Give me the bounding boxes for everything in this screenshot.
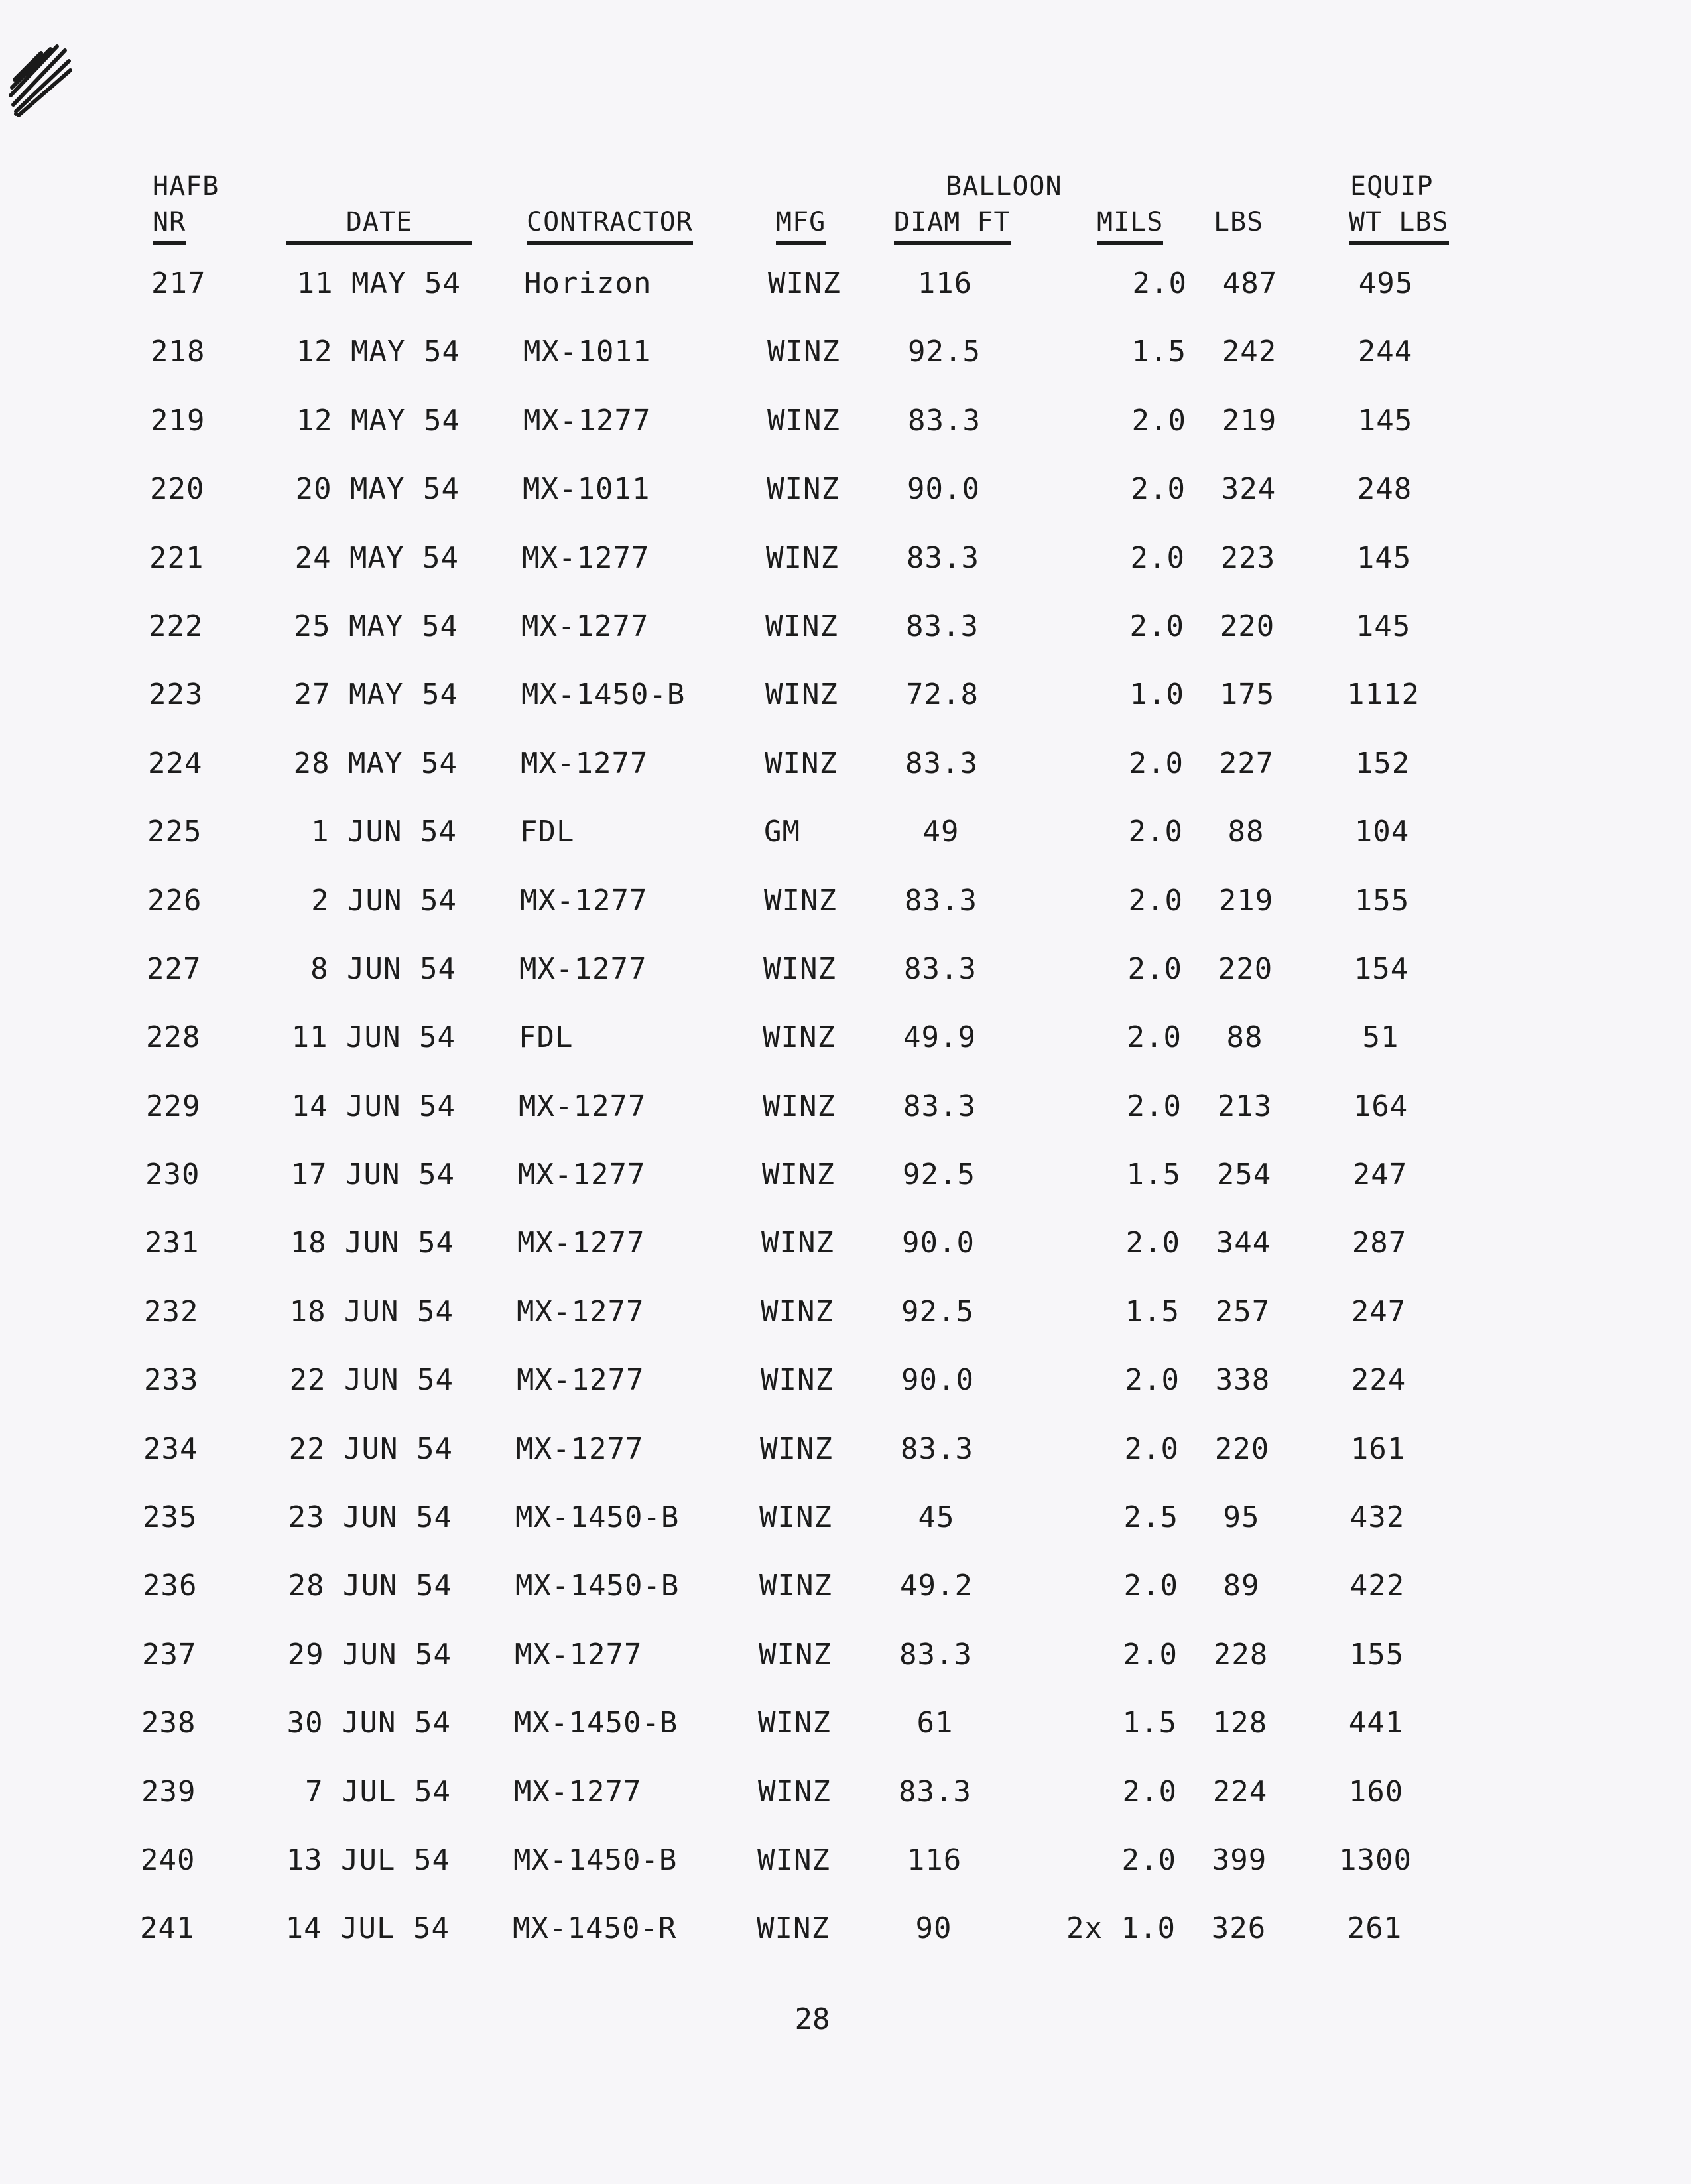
cell-hafb-nr: 238 — [141, 1706, 196, 1740]
cell-lbs: 88 — [1226, 1020, 1263, 1055]
cell-lbs: 220 — [1220, 609, 1275, 643]
cell-mils: 2.0 — [1128, 815, 1183, 849]
cell-mfg: WINZ — [765, 746, 838, 780]
header-hafb-line1: HAFB — [153, 171, 219, 202]
cell-mfg: WINZ — [764, 883, 837, 918]
cell-equip-wt-lbs: 155 — [1349, 1637, 1405, 1671]
cell-mils: 2.0 — [1129, 609, 1184, 643]
cell-mfg: WINZ — [757, 1843, 830, 1877]
cell-lbs: 219 — [1218, 883, 1274, 918]
cell-equip-wt-lbs: 160 — [1348, 1774, 1404, 1809]
cell-contractor: MX-1277 — [515, 1637, 643, 1671]
header-mils: MILS — [1097, 207, 1163, 245]
cell-mils: 2.0 — [1129, 746, 1184, 780]
cell-mfg: WINZ — [763, 1020, 836, 1055]
cell-contractor: FDL — [519, 1020, 574, 1055]
cell-diam-ft: 83.3 — [905, 746, 978, 780]
cell-mils: 2.0 — [1131, 472, 1186, 507]
cell-mils: 1.5 — [1126, 1158, 1181, 1192]
cell-contractor: MX-1450-R — [513, 1911, 677, 1946]
header-hafb-nr: NR — [153, 207, 186, 245]
cell-contractor: MX-1450-B — [515, 1500, 680, 1535]
cell-date: 20 MAY 54 — [295, 472, 460, 507]
cell-diam-ft: 83.3 — [901, 1431, 973, 1466]
cell-diam-ft: 83.3 — [905, 883, 977, 918]
cell-lbs: 220 — [1214, 1431, 1270, 1466]
table-row — [127, 1158, 1485, 1226]
header-balloon-group: BALLOON — [946, 171, 1062, 202]
cell-diam-ft: 61 — [916, 1706, 954, 1740]
cell-mfg: WINZ — [761, 1294, 834, 1329]
cell-mfg: WINZ — [765, 678, 838, 712]
cell-lbs: 175 — [1220, 678, 1275, 712]
cell-date: 27 MAY 54 — [294, 678, 458, 712]
cell-mils: 2.0 — [1125, 1363, 1180, 1398]
cell-mils: 2.0 — [1123, 1637, 1178, 1671]
cell-mils: 1.0 — [1129, 678, 1184, 712]
table-body — [133, 267, 1485, 1980]
cell-lbs: 95 — [1223, 1500, 1260, 1535]
table-row — [122, 1843, 1485, 1911]
cell-mfg: WINZ — [761, 1363, 834, 1398]
cell-contractor: MX-1011 — [523, 472, 651, 507]
cell-contractor: MX-1277 — [520, 883, 648, 918]
cell-diam-ft: 83.3 — [903, 1089, 976, 1123]
cell-lbs: 487 — [1222, 267, 1278, 300]
header-diam-ft: DIAM FT — [894, 207, 1011, 245]
cell-hafb-nr: 233 — [144, 1363, 199, 1398]
table-row — [123, 1706, 1485, 1774]
cell-lbs: 219 — [1221, 403, 1277, 438]
cell-mils: 2x 1.0 — [1066, 1911, 1176, 1946]
page-number: 28 — [794, 2002, 830, 2036]
cell-mfg: GM — [764, 815, 800, 849]
cell-lbs: 220 — [1218, 951, 1273, 986]
cell-date: 11 JUN 54 — [291, 1020, 456, 1055]
table-row — [125, 1432, 1485, 1500]
cell-equip-wt-lbs: 155 — [1354, 883, 1410, 918]
cell-hafb-nr: 226 — [147, 883, 202, 918]
header-lbs: LBS — [1214, 207, 1264, 237]
cell-mils: 2.5 — [1123, 1500, 1178, 1535]
cell-contractor: MX-1450-B — [514, 1706, 678, 1740]
cell-lbs: 89 — [1223, 1569, 1260, 1603]
scan-mark-icon — [4, 27, 77, 119]
cell-contractor: MX-1277 — [517, 1363, 645, 1398]
cell-date: 28 MAY 54 — [293, 746, 458, 780]
cell-mils: 2.0 — [1127, 1020, 1182, 1055]
cell-hafb-nr: 240 — [141, 1843, 196, 1877]
cell-contractor: MX-1277 — [516, 1431, 644, 1466]
cell-diam-ft: 83.3 — [904, 951, 977, 986]
cell-mfg: WINZ — [767, 472, 840, 507]
cell-diam-ft: 83.3 — [906, 609, 979, 643]
cell-equip-wt-lbs: 1300 — [1339, 1843, 1412, 1877]
cell-diam-ft: 49 — [922, 815, 960, 849]
header-equip-line1: EQUIP — [1350, 171, 1434, 202]
table-row — [123, 1775, 1485, 1843]
cell-equip-wt-lbs: 51 — [1362, 1020, 1399, 1055]
table-row — [127, 1089, 1485, 1158]
cell-diam-ft: 92.5 — [901, 1294, 974, 1329]
cell-mfg: WINZ — [766, 540, 839, 575]
cell-equip-wt-lbs: 422 — [1349, 1569, 1405, 1603]
cell-equip-wt-lbs: 224 — [1351, 1363, 1407, 1398]
table-row — [130, 609, 1485, 678]
cell-date: 29 JUN 54 — [287, 1637, 452, 1671]
cell-hafb-nr: 241 — [140, 1911, 195, 1946]
cell-mils: 2.0 — [1132, 267, 1187, 300]
cell-date: 13 JUL 54 — [286, 1843, 450, 1877]
cell-diam-ft: 116 — [917, 267, 973, 300]
cell-lbs: 213 — [1217, 1089, 1273, 1123]
cell-equip-wt-lbs: 244 — [1357, 335, 1413, 369]
cell-date: 24 MAY 54 — [294, 540, 459, 575]
cell-mfg: WINZ — [767, 335, 840, 369]
cell-mfg: WINZ — [759, 1569, 832, 1603]
cell-hafb-nr: 234 — [143, 1431, 198, 1466]
cell-mils: 1.5 — [1125, 1294, 1180, 1329]
cell-date: 30 JUN 54 — [286, 1706, 451, 1740]
cell-mfg: WINZ — [762, 1158, 835, 1192]
cell-lbs: 228 — [1213, 1637, 1269, 1671]
cell-date: 18 JUN 54 — [289, 1294, 454, 1329]
cell-mfg: WINZ — [757, 1911, 830, 1946]
cell-lbs: 324 — [1221, 472, 1277, 507]
cell-equip-wt-lbs: 1112 — [1347, 678, 1420, 712]
cell-equip-wt-lbs: 432 — [1349, 1500, 1405, 1535]
cell-hafb-nr: 218 — [151, 335, 206, 369]
cell-equip-wt-lbs: 152 — [1355, 746, 1410, 780]
cell-mfg: WINZ — [763, 1089, 836, 1123]
cell-equip-wt-lbs: 261 — [1347, 1911, 1403, 1946]
cell-lbs: 326 — [1211, 1911, 1267, 1946]
cell-hafb-nr: 236 — [143, 1569, 198, 1603]
cell-mfg: WINZ — [765, 609, 838, 643]
cell-equip-wt-lbs: 287 — [1351, 1226, 1407, 1260]
table-row — [129, 747, 1485, 815]
cell-lbs: 257 — [1215, 1294, 1271, 1329]
cell-mils: 2.0 — [1122, 1774, 1177, 1809]
table-row — [129, 815, 1485, 883]
cell-hafb-nr: 230 — [145, 1158, 200, 1192]
cell-contractor: MX-1277 — [518, 1158, 646, 1192]
cell-date: 8 JUN 54 — [310, 951, 456, 986]
cell-contractor: MX-1277 — [523, 403, 651, 438]
table-row — [123, 1638, 1485, 1706]
balloon-flight-table — [133, 171, 1485, 1980]
cell-mfg: WINZ — [759, 1500, 832, 1535]
cell-contractor: MX-1277 — [514, 1774, 642, 1809]
cell-date: 25 MAY 54 — [294, 609, 458, 643]
table-row — [132, 335, 1485, 403]
header-mfg: MFG — [776, 207, 826, 245]
cell-mils: 2.0 — [1125, 1226, 1180, 1260]
cell-contractor: MX-1277 — [517, 1294, 645, 1329]
cell-hafb-nr: 229 — [146, 1089, 201, 1123]
cell-hafb-nr: 227 — [147, 951, 202, 986]
cell-date: 1 JUN 54 — [311, 815, 457, 849]
cell-mils: 2.0 — [1127, 951, 1182, 986]
cell-hafb-nr: 223 — [149, 678, 204, 712]
header-date: DATE — [286, 207, 472, 245]
cell-hafb-nr: 228 — [146, 1020, 201, 1055]
cell-mfg: WINZ — [768, 267, 841, 300]
cell-contractor: MX-1450-B — [521, 678, 686, 712]
cell-hafb-nr: 219 — [151, 403, 206, 438]
cell-mils: 2.0 — [1130, 540, 1185, 575]
cell-mfg: WINZ — [758, 1774, 831, 1809]
cell-date: 7 JUL 54 — [305, 1774, 451, 1809]
cell-contractor: MX-1011 — [523, 335, 651, 369]
cell-diam-ft: 90.0 — [902, 1226, 975, 1260]
cell-diam-ft: 90.0 — [901, 1363, 974, 1398]
cell-equip-wt-lbs: 247 — [1351, 1294, 1407, 1329]
cell-hafb-nr: 217 — [151, 267, 206, 300]
cell-hafb-nr: 221 — [149, 540, 204, 575]
cell-date: 14 JUN 54 — [291, 1089, 456, 1123]
cell-diam-ft: 72.8 — [906, 678, 979, 712]
cell-equip-wt-lbs: 247 — [1352, 1158, 1408, 1192]
table-row — [130, 678, 1485, 746]
cell-equip-wt-lbs: 164 — [1353, 1089, 1409, 1123]
cell-mils: 2.0 — [1124, 1431, 1179, 1466]
cell-lbs: 338 — [1215, 1363, 1271, 1398]
table-row — [125, 1295, 1485, 1363]
cell-diam-ft: 49.2 — [900, 1569, 973, 1603]
table-row — [127, 1020, 1485, 1089]
cell-date: 18 JUN 54 — [290, 1226, 454, 1260]
cell-hafb-nr: 222 — [149, 609, 204, 643]
cell-contractor: MX-1277 — [519, 1089, 647, 1123]
cell-date: 2 JUN 54 — [311, 883, 457, 918]
cell-date: 14 JUL 54 — [285, 1911, 450, 1946]
header-equip-wt-lbs: WT LBS — [1349, 207, 1449, 245]
cell-equip-wt-lbs: 104 — [1354, 815, 1410, 849]
cell-lbs: 128 — [1212, 1706, 1268, 1740]
cell-mfg: WINZ — [761, 1226, 834, 1260]
table-header-top — [133, 171, 1485, 207]
cell-contractor: MX-1277 — [517, 1226, 645, 1260]
cell-contractor: MX-1277 — [519, 951, 647, 986]
cell-diam-ft: 83.3 — [908, 403, 981, 438]
cell-mfg: WINZ — [763, 951, 836, 986]
cell-hafb-nr: 232 — [144, 1294, 199, 1329]
table-row — [131, 472, 1485, 540]
table-row — [124, 1500, 1485, 1569]
cell-date: 12 MAY 54 — [296, 403, 460, 438]
cell-hafb-nr: 225 — [147, 815, 202, 849]
header-contractor: CONTRACTOR — [527, 207, 693, 245]
cell-hafb-nr: 231 — [145, 1226, 200, 1260]
cell-contractor: MX-1277 — [522, 540, 650, 575]
cell-lbs: 227 — [1219, 746, 1275, 780]
cell-mils: 2.0 — [1121, 1843, 1176, 1877]
cell-date: 12 MAY 54 — [296, 335, 460, 369]
cell-mils: 2.0 — [1123, 1569, 1178, 1603]
cell-lbs: 242 — [1221, 335, 1277, 369]
cell-hafb-nr: 239 — [141, 1774, 196, 1809]
cell-mils: 2.0 — [1128, 883, 1183, 918]
cell-equip-wt-lbs: 145 — [1356, 540, 1412, 575]
cell-mfg: WINZ — [759, 1637, 832, 1671]
cell-diam-ft: 92.5 — [903, 1158, 975, 1192]
cell-date: 22 JUN 54 — [288, 1431, 453, 1466]
cell-date: 11 MAY 54 — [296, 267, 461, 300]
cell-date: 22 JUN 54 — [289, 1363, 454, 1398]
cell-mils: 1.5 — [1131, 335, 1186, 369]
cell-hafb-nr: 220 — [150, 472, 205, 507]
cell-equip-wt-lbs: 154 — [1353, 951, 1409, 986]
cell-lbs: 399 — [1212, 1843, 1267, 1877]
table-row — [131, 541, 1485, 609]
cell-diam-ft: 90.0 — [907, 472, 980, 507]
cell-contractor: MX-1277 — [521, 746, 649, 780]
table-header — [133, 207, 1485, 255]
cell-lbs: 254 — [1216, 1158, 1272, 1192]
table-row — [126, 1226, 1485, 1294]
cell-date: 23 JUN 54 — [288, 1500, 452, 1535]
cell-lbs: 88 — [1227, 815, 1265, 849]
cell-diam-ft: 83.3 — [899, 1774, 971, 1809]
table-row — [133, 267, 1485, 335]
table-row — [132, 404, 1485, 472]
cell-equip-wt-lbs: 441 — [1348, 1706, 1404, 1740]
cell-mfg: WINZ — [767, 403, 840, 438]
cell-mfg: WINZ — [758, 1706, 831, 1740]
cell-lbs: 344 — [1216, 1226, 1271, 1260]
cell-contractor: FDL — [520, 815, 575, 849]
cell-equip-wt-lbs: 145 — [1357, 403, 1413, 438]
cell-contractor: MX-1450-B — [515, 1569, 680, 1603]
table-row — [129, 884, 1485, 952]
cell-diam-ft: 45 — [918, 1500, 955, 1535]
cell-date: 17 JUN 54 — [290, 1158, 455, 1192]
cell-contractor: MX-1277 — [521, 609, 649, 643]
cell-diam-ft: 90 — [915, 1911, 952, 1946]
cell-mils: 2.0 — [1131, 403, 1186, 438]
cell-date: 28 JUN 54 — [288, 1569, 452, 1603]
cell-contractor: Horizon — [524, 267, 652, 300]
cell-mfg: WINZ — [760, 1431, 833, 1466]
cell-hafb-nr: 235 — [143, 1500, 198, 1535]
cell-diam-ft: 83.3 — [899, 1637, 972, 1671]
cell-equip-wt-lbs: 161 — [1350, 1431, 1406, 1466]
cell-hafb-nr: 224 — [148, 746, 203, 780]
table-row — [128, 952, 1485, 1020]
cell-equip-wt-lbs: 495 — [1358, 267, 1414, 300]
cell-mils: 2.0 — [1127, 1089, 1182, 1123]
cell-mils: 1.5 — [1122, 1706, 1177, 1740]
cell-contractor: MX-1450-B — [513, 1843, 678, 1877]
table-row — [124, 1569, 1485, 1637]
cell-diam-ft: 83.3 — [907, 540, 979, 575]
cell-diam-ft: 92.5 — [908, 335, 981, 369]
cell-diam-ft: 49.9 — [903, 1020, 976, 1055]
cell-lbs: 223 — [1220, 540, 1276, 575]
cell-equip-wt-lbs: 145 — [1355, 609, 1411, 643]
cell-lbs: 224 — [1212, 1774, 1268, 1809]
table-row — [125, 1363, 1485, 1431]
cell-hafb-nr: 237 — [142, 1637, 197, 1671]
table-row — [121, 1911, 1485, 1980]
cell-equip-wt-lbs: 248 — [1357, 472, 1412, 507]
cell-diam-ft: 116 — [907, 1843, 962, 1877]
